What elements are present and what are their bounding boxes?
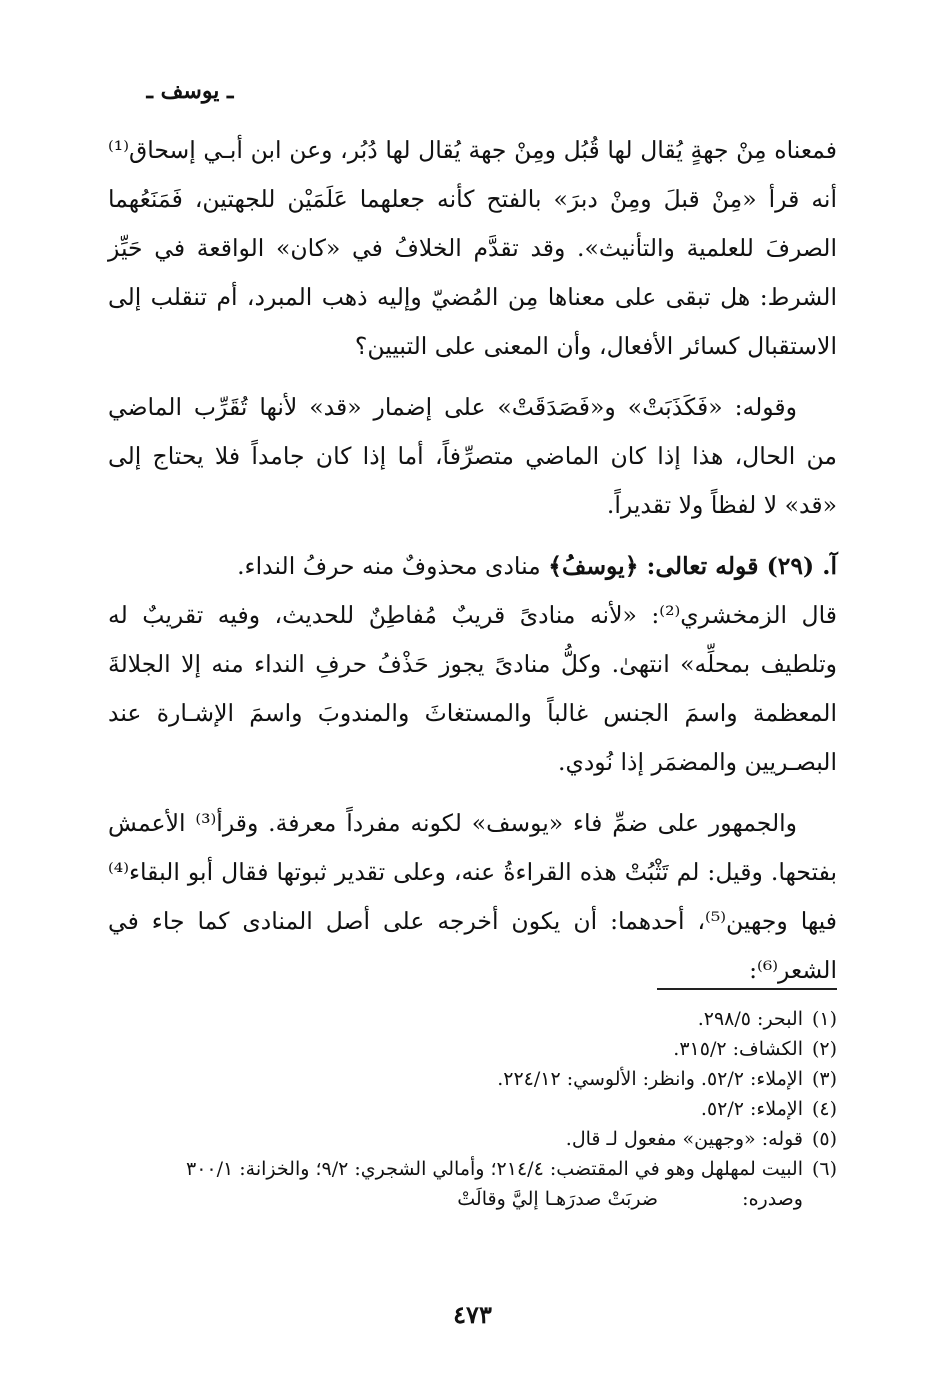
ayah-heading bbox=[108, 542, 837, 591]
footnotes bbox=[108, 1004, 837, 1214]
ayah-comment: منادى محذوفٌ منه حرفُ النداء. bbox=[237, 552, 549, 580]
footnote-number: (٤) bbox=[811, 1098, 837, 1120]
paragraph-1: فمعناه مِنْ جهةٍ يُقال لها قُبُل ومِنْ جهة يُقال لها دُبُر، وعن ابن أبـي إسحاق⁽¹⁾ أنه قرأ «مِنْ قبلَ ومِنْ دبرَ» بالفتح كأنه جعلهما عَلَمَيْن للجهتين، فَمَنَعُهما الصرفَ للعلمية والتأنيث». وقد تقدَّم الخلافُ في «كان» الواقعة في حَيِّز الشرط: هل تبقى على معناها مِن المُضيّ وإليه ذهب المبرد، أم تنقلب إلى الاستقبال كسائر الأفعال، وأن المعنى على التبيين؟ bbox=[108, 136, 837, 360]
footnote bbox=[108, 1004, 837, 1034]
footnote-number: (٢) bbox=[811, 1038, 837, 1060]
main-text bbox=[108, 126, 837, 1007]
running-header: ـ يوسف ـ bbox=[146, 78, 234, 104]
footnote-text: قوله: «وجهين» مفعول لـ قال. bbox=[565, 1128, 803, 1150]
paragraph-3: قال الزمخشري⁽²⁾: «لأنه منادىً قريبٌ مُفاطِنٌ للحديث، وفيه تقريبٌ له وتلطيف بمحلِّه» انتهىٰ. وكلُّ منادىً يجوز حَذْفُ حرفِ النداء منه إلا الجلالةَ المعظمة واسمَ الجنس غالباً والمستغاثَ والمندوبَ واسمَ الإشـارة عند البصـريين والمضمَر إذا نُودي. bbox=[108, 601, 837, 776]
footnote bbox=[108, 1154, 837, 1184]
footnote-number: (١) bbox=[811, 1008, 837, 1030]
footnote-text: الكشاف: ٣١٥/٢. bbox=[673, 1038, 803, 1060]
footnote-number: (٣) bbox=[811, 1068, 837, 1090]
footnote-text: البحر: ٢٩٨/٥. bbox=[697, 1008, 803, 1030]
footnote-number: (٥) bbox=[811, 1128, 837, 1150]
paragraph-2: وقوله: «فَكَذَبَتْ» و«فَصَدَقَتْ» على إضمار «قد» لأنها تُقَرِّب الماضي من الحال، هذا إذا كان الماضي متصرِّفاً، أما إذا كان جامداً فلا يحتاج إلى «قد» لا لفظاً ولا تقديراً. bbox=[108, 393, 837, 519]
footnote-number: (٦) bbox=[811, 1158, 837, 1180]
footnote bbox=[108, 1124, 837, 1154]
footnote-text: الإملاء: ٥٢/٢. bbox=[700, 1098, 803, 1120]
verse-label: وصدره: bbox=[742, 1188, 803, 1210]
ayah-marker: آ. (٢٩) قوله تعالى: ﴿يوسفُ﴾ bbox=[548, 552, 837, 580]
footnote-text: الإملاء: ٥٢/٢. وانظر: الألوسي: ٢٢٤/١٢. bbox=[497, 1068, 803, 1090]
footnote-separator bbox=[657, 988, 837, 990]
footnote bbox=[108, 1034, 837, 1064]
verse-line bbox=[108, 1184, 837, 1214]
verse-text: ضربَتْ صدرَهـا إليَّ وقالَتْ bbox=[457, 1188, 658, 1210]
footnote-text: البيت لمهلهل وهو في المقتضب: ٢١٤/٤؛ وأمالي الشجري: ٩/٢؛ والخزانة: ٣٠٠/١ bbox=[185, 1158, 803, 1180]
footnote bbox=[108, 1064, 837, 1094]
footnote bbox=[108, 1094, 837, 1124]
page-number: ٤٧٣ bbox=[453, 1300, 492, 1329]
paragraph-4: والجمهور على ضمِّ فاء «يوسف» لكونه مفرداً معرفة. وقرأ⁽³⁾ الأعمش بفتحها. وقيل: لم تَثْبُتْ هذه القراءةُ عنه، وعلى تقدير ثبوتها فقال أبو البقاء⁽⁴⁾ فيها وجهين⁽⁵⁾، أحدهما: أن يكون أخرجه على أصل المنادى كما جاء في الشعر⁽⁶⁾: bbox=[108, 809, 838, 984]
